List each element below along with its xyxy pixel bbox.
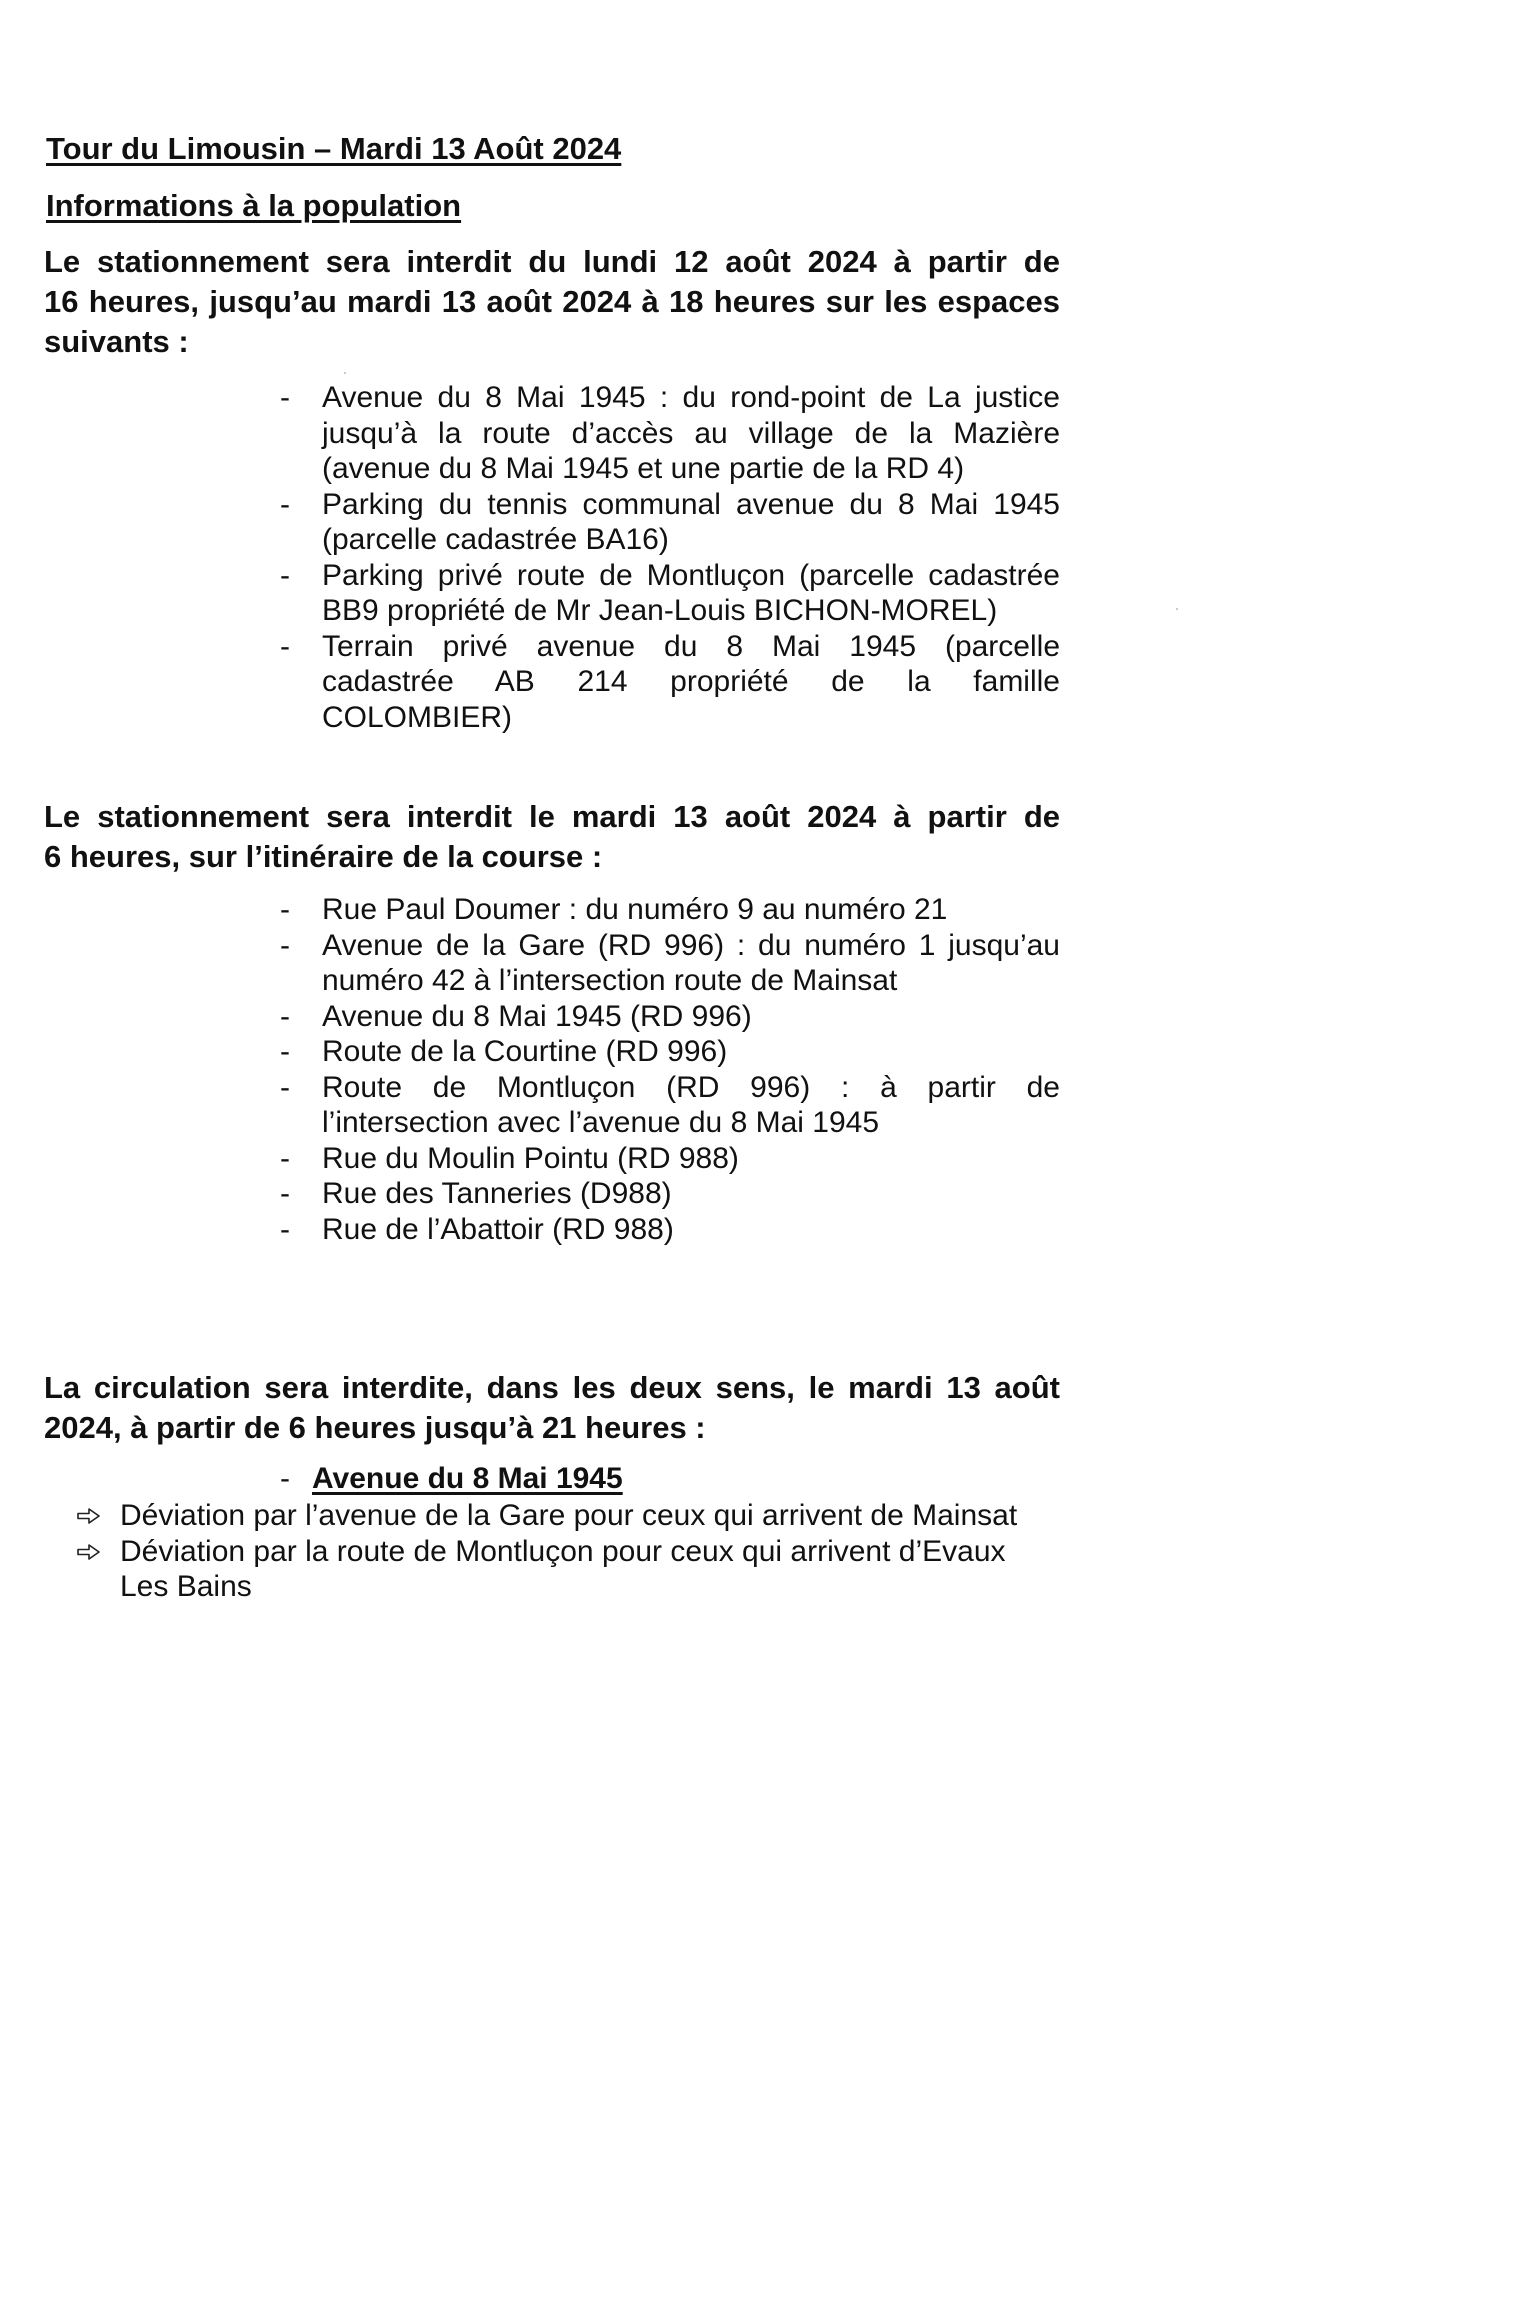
- list-item: [270, 1141, 1060, 1177]
- list-item-line: Terrain privé avenue du 8 Mai 1945 (parcelle: [322, 629, 1060, 663]
- bullet-dash: -: [280, 558, 290, 592]
- outline-right-arrow-icon: [76, 1543, 102, 1561]
- section3-heading-line: 2024, à partir de 6 heures jusqu’à 21 heures :: [44, 1410, 706, 1445]
- bullet-dash: -: [280, 1141, 290, 1175]
- list-item-line: cadastrée AB 214 propriété de la famille: [322, 665, 1060, 698]
- list-item-line: Route de Montluçon (RD 996) : à partir de: [322, 1070, 1060, 1104]
- closed-street-heading: [280, 1462, 623, 1496]
- deviation-list: [76, 1498, 1066, 1605]
- list-item-line: Avenue de la Gare (RD 996) : du numéro 1 jusqu’au: [322, 928, 1060, 962]
- bullet-dash: -: [280, 999, 290, 1033]
- list-item-line: Parking du tennis communal avenue du 8 Mai 1945: [322, 487, 1060, 521]
- scan-speck: [1176, 608, 1178, 610]
- list-item: [270, 487, 1060, 558]
- deviation-item: [76, 1534, 1066, 1605]
- list-item-line: Rue de l’Abattoir (RD 988): [322, 1212, 674, 1246]
- list-item: [270, 380, 1060, 487]
- section1-heading-line: suivants :: [44, 324, 189, 359]
- section2-heading: [44, 797, 1060, 877]
- scan-speck: [344, 372, 346, 374]
- section1-heading: [44, 242, 1060, 362]
- list-item: [270, 892, 1060, 928]
- section2-heading-line: Le stationnement sera interdit le mardi 13 août 2024 à partir de: [44, 799, 1060, 834]
- list-item: [270, 1212, 1060, 1248]
- section1-heading-line: Le stationnement sera interdit du lundi 12 août 2024 à partir de: [44, 244, 1060, 279]
- section2-list: [270, 892, 1060, 1247]
- bullet-dash: -: [280, 893, 290, 926]
- bullet-dash: -: [280, 381, 290, 414]
- list-item-line: Parking privé route de Montluçon (parcelle cadastrée: [322, 558, 1060, 592]
- list-item-line: (avenue du 8 Mai 1945 et une partie de la RD 4): [322, 452, 965, 485]
- section3-heading-line: La circulation sera interdite, dans les deux sens, le mardi 13 août: [44, 1370, 1060, 1405]
- list-item-line: Avenue du 8 Mai 1945 : du rond-point de La justice: [322, 381, 1060, 414]
- list-item-line: Route de la Courtine (RD 996): [322, 1035, 728, 1068]
- list-item-line: COLOMBIER): [322, 700, 513, 734]
- list-item: [270, 1070, 1060, 1141]
- deviation-text: Déviation par la route de Montluçon pour ceux qui arrivent d’Evaux: [120, 1534, 1006, 1568]
- bullet-dash: -: [280, 1177, 290, 1210]
- bullet-dash: -: [280, 487, 290, 521]
- list-item-line: Rue Paul Doumer : du numéro 9 au numéro 21: [322, 893, 948, 926]
- list-item: [270, 629, 1060, 736]
- section2-heading-line: 6 heures, sur l’itinéraire de la course :: [44, 839, 603, 874]
- section1-heading-line: 16 heures, jusqu’au mardi 13 août 2024 à 18 heures sur les espaces: [44, 284, 1060, 319]
- bullet-dash: -: [280, 1070, 290, 1104]
- deviation-item: [76, 1498, 1066, 1534]
- list-item: [270, 928, 1060, 999]
- document-title: Tour du Limousin – Mardi 13 Août 2024: [46, 131, 622, 166]
- list-item: [270, 1034, 1060, 1070]
- outline-right-arrow-icon: [76, 1507, 102, 1525]
- deviation-text: Déviation par l’avenue de la Gare pour ceux qui arrivent de Mainsat: [120, 1499, 1018, 1532]
- deviation-text: Les Bains: [120, 1570, 252, 1603]
- list-item-line: l’intersection avec l’avenue du 8 Mai 1945: [322, 1106, 880, 1139]
- bullet-dash: -: [280, 1035, 290, 1068]
- list-item: [270, 999, 1060, 1035]
- section1-list: [270, 380, 1060, 735]
- list-item-line: numéro 42 à l’intersection route de Mainsat: [322, 964, 898, 997]
- section3-heading: [44, 1368, 1060, 1448]
- closed-street-name: Avenue du 8 Mai 1945: [312, 1462, 623, 1495]
- list-item-line: Rue du Moulin Pointu (RD 988): [322, 1141, 739, 1175]
- document-subtitle: Informations à la population: [46, 188, 462, 223]
- list-item-line: jusqu’à la route d’accès au village de la Mazière: [322, 416, 1060, 450]
- list-item-line: Rue des Tanneries (D988): [322, 1177, 672, 1210]
- bullet-dash: -: [280, 928, 290, 962]
- bullet-dash: -: [280, 1462, 290, 1495]
- list-item-line: (parcelle cadastrée BA16): [322, 523, 669, 556]
- list-item-line: Avenue du 8 Mai 1945 (RD 996): [322, 999, 752, 1033]
- list-item: [270, 1176, 1060, 1212]
- list-item: [270, 558, 1060, 629]
- bullet-dash: -: [280, 629, 290, 663]
- bullet-dash: -: [280, 1212, 290, 1246]
- list-item-line: BB9 propriété de Mr Jean-Louis BICHON-MOREL): [322, 594, 998, 627]
